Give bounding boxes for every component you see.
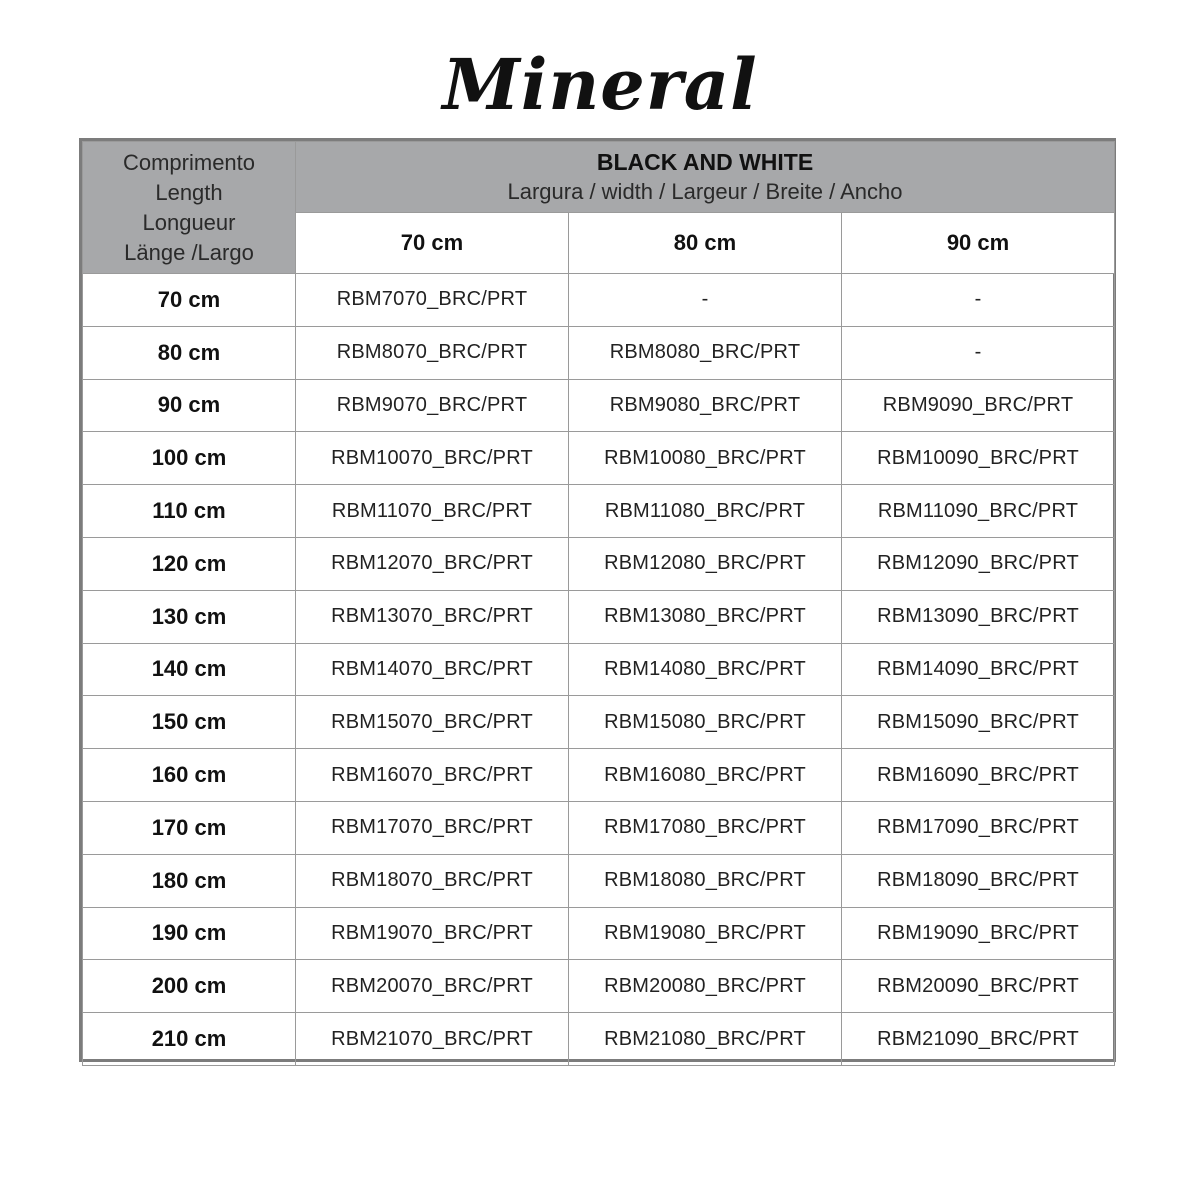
product-code-cell: RBM18070_BRC/PRT [296,854,569,907]
product-code-cell: RBM19080_BRC/PRT [569,907,842,960]
product-code-cell: RBM18090_BRC/PRT [842,854,1115,907]
table-body [83,274,1115,1066]
table-row [83,379,1115,432]
product-code-cell: RBM17090_BRC/PRT [842,801,1115,854]
product-code-cell: RBM16090_BRC/PRT [842,749,1115,802]
table-row [83,485,1115,538]
product-code-cell: RBM20080_BRC/PRT [569,960,842,1013]
product-code-cell: RBM15090_BRC/PRT [842,696,1115,749]
page-title: Mineral [442,43,758,126]
table-row [83,854,1115,907]
product-code-cell: RBM16080_BRC/PRT [569,749,842,802]
product-code-cell: RBM11070_BRC/PRT [296,485,569,538]
table-row [83,274,1115,327]
row-length: 170 cm [83,801,296,854]
product-code-cell: RBM13090_BRC/PRT [842,590,1115,643]
product-code-cell: RBM10080_BRC/PRT [569,432,842,485]
product-table [79,138,1116,1062]
size-code-table [82,141,1115,1066]
table-row [83,537,1115,590]
row-length: 160 cm [83,749,296,802]
length-header-line: Longueur [142,209,236,235]
table-row [83,643,1115,696]
row-length: 140 cm [83,643,296,696]
group-title: BLACK AND WHITE [596,149,814,175]
row-length: 110 cm [83,485,296,538]
row-length: 150 cm [83,696,296,749]
product-code-cell: RBM9070_BRC/PRT [296,379,569,432]
row-length: 80 cm [83,326,296,379]
width-header-80: 80 cm [569,213,842,274]
table-row [83,907,1115,960]
product-code-cell: RBM20070_BRC/PRT [296,960,569,1013]
product-code-cell: RBM14070_BRC/PRT [296,643,569,696]
product-code-cell: RBM15070_BRC/PRT [296,696,569,749]
product-code-cell: RBM21080_BRC/PRT [569,1013,842,1066]
length-header-line: Length [155,179,223,205]
product-code-cell: RBM9080_BRC/PRT [569,379,842,432]
group-header [296,142,1115,213]
table-row [83,696,1115,749]
product-code-cell: RBM16070_BRC/PRT [296,749,569,802]
product-code-cell: RBM9090_BRC/PRT [842,379,1115,432]
table-row [83,960,1115,1013]
product-code-cell: RBM11080_BRC/PRT [569,485,842,538]
product-code-cell: RBM10070_BRC/PRT [296,432,569,485]
product-code-cell: - [569,274,842,327]
table-row [83,590,1115,643]
product-code-cell: RBM20090_BRC/PRT [842,960,1115,1013]
product-code-cell: RBM14080_BRC/PRT [569,643,842,696]
product-code-cell: RBM10090_BRC/PRT [842,432,1115,485]
row-length: 120 cm [83,537,296,590]
length-header-line: Comprimento [122,149,256,175]
product-code-cell: RBM7070_BRC/PRT [296,274,569,327]
product-code-cell: RBM19090_BRC/PRT [842,907,1115,960]
product-code-cell: RBM12070_BRC/PRT [296,537,569,590]
table-row [83,749,1115,802]
row-length: 180 cm [83,854,296,907]
product-code-cell: RBM13070_BRC/PRT [296,590,569,643]
row-length: 130 cm [83,590,296,643]
product-code-cell: RBM11090_BRC/PRT [842,485,1115,538]
length-header-line: Länge /Largo [124,239,254,265]
product-code-cell: - [842,274,1115,327]
row-length: 90 cm [83,379,296,432]
width-header-70: 70 cm [296,213,569,274]
product-code-cell: RBM13080_BRC/PRT [569,590,842,643]
product-code-cell: RBM15080_BRC/PRT [569,696,842,749]
table-row [83,1013,1115,1066]
row-length: 190 cm [83,907,296,960]
group-subtitle: Largura / width / Largeur / Breite / Ancho [507,179,903,204]
width-header-90: 90 cm [842,213,1115,274]
product-code-cell: RBM18080_BRC/PRT [569,854,842,907]
length-column-header [83,142,296,274]
product-code-cell: RBM17070_BRC/PRT [296,801,569,854]
product-code-cell: RBM12080_BRC/PRT [569,537,842,590]
product-code-cell: RBM21090_BRC/PRT [842,1013,1115,1066]
product-code-cell: RBM8080_BRC/PRT [569,326,842,379]
row-length: 100 cm [83,432,296,485]
table-row [83,801,1115,854]
row-length: 210 cm [83,1013,296,1066]
product-code-cell: RBM8070_BRC/PRT [296,326,569,379]
product-code-cell: RBM17080_BRC/PRT [569,801,842,854]
product-code-cell: RBM14090_BRC/PRT [842,643,1115,696]
product-code-cell: - [842,326,1115,379]
product-code-cell: RBM12090_BRC/PRT [842,537,1115,590]
product-code-cell: RBM21070_BRC/PRT [296,1013,569,1066]
product-code-cell: RBM19070_BRC/PRT [296,907,569,960]
table-row [83,432,1115,485]
row-length: 200 cm [83,960,296,1013]
table-row [83,326,1115,379]
row-length: 70 cm [83,274,296,327]
